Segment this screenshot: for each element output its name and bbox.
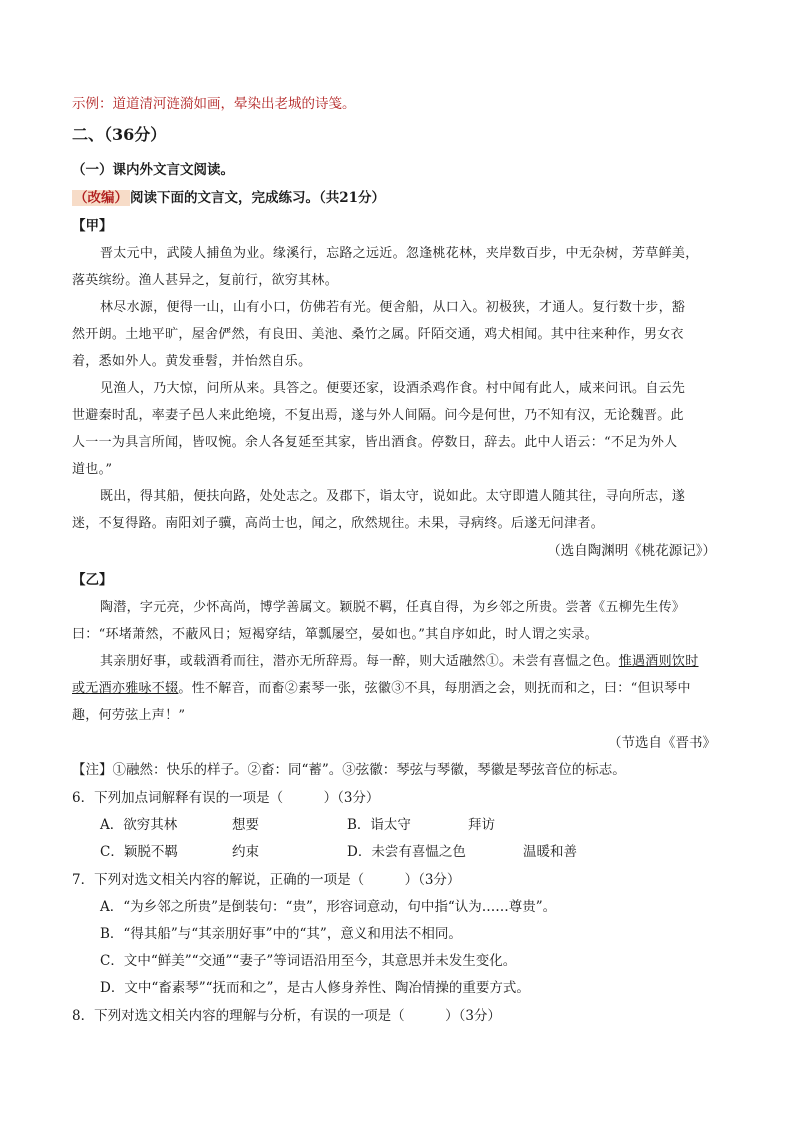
underlined-sentence: 或无酒亦雅咏不辍 [72,681,179,696]
example-line: 示例：道道清河涟漪如画，晕染出老城的诗笺。 [72,96,356,112]
passage-a-label: 【甲】 [72,218,113,234]
q6-option-a: A．欲穷其林 [100,817,178,833]
section-title: 二、（36分） [72,125,167,144]
passage-b-text: 其亲朋好事，或载酒肴而往，潜亦无所辞焉。每一醉，则大适融然①。未尝有喜愠之色。 [100,654,619,669]
q7-option-a: A．“为乡邻之所贵”是倒装句：“贵”，形容词意动，句中指“认为……尊贵”。 [100,899,557,915]
subsection-title: （一）课内外文言文阅读。 [72,162,234,178]
passage-b-line [72,679,691,699]
q7-option-b: B．“得其船”与“其亲朋好事”中的“其”，意义和用法不相同。 [100,926,462,942]
q6-option-c-meaning: 约束 [232,844,259,860]
q6-option-a-meaning: 想要 [232,817,259,833]
instruction [72,188,385,208]
passage-b-source: （节选自《晋书》 [608,735,716,751]
passage-a-line: 落英缤纷。渔人甚异之，复前行，欲穷其林。 [72,273,339,288]
passage-a-source: （选自陶渊明《桃花源记》） [547,543,716,559]
q7-option-c: C．文中“鲜美”“交通”“妻子”等词语沿用至今，其意思并未发生变化。 [100,953,517,969]
passage-a-line: 然开朗。土地平旷，屋舍俨然，有良田、美池、桑竹之属。阡陌交通，鸡犬相闻。其中往来种作，男女衣 [72,327,684,342]
underlined-sentence: 惟遇酒则饮时 [618,654,699,669]
q6-option-d-meaning: 温暖和善 [523,844,577,860]
passage-a-line: 着，悉如外人。黄发垂髫，并怡然自乐。 [72,354,312,369]
passage-a-line: 人一一为具言所闻，皆叹惋。余人各复延至其家，皆出酒食。停数日，辞去。此中人语云：“不足为外人 [72,435,678,450]
question-8-stem: 8．下列对选文相关内容的理解与分析，有误的一项是（ ）（3分） [72,1008,501,1024]
passage-b-line: 趣，何劳弦上声！” [72,708,186,723]
passage-a-line: 道也。” [72,462,113,477]
annotation-note: 【注】①融然：快乐的样子。②畜：同“蓄”。③弦徽：琴弦与琴徽，琴徽是琴弦音位的标志。 [72,762,626,778]
passage-a-line: 林尽水源，便得一山，山有小口，仿佛若有光。便舍船，从口入。初极狭，才通人。复行数十步，豁 [100,300,686,315]
q6-option-b-meaning: 拜访 [468,817,495,833]
adapted-tag: （改编） [74,190,128,206]
q6-option-c: C．颖脱不羁 [100,844,178,860]
passage-a-line: 世避秦时乱，率妻子邑人来此绝境，不复出焉，遂与外人间隔。问今是何世，乃不知有汉，无论魏晋。此 [72,408,684,423]
instruction-text: 阅读下面的文言文，完成练习。（共21分） [130,190,386,206]
passage-a-line: 迷，不复得路。南阳刘子骥，高尚士也，闻之，欣然规往。未果，寻病终。后遂无问津者。 [72,516,605,531]
passage-b-line [100,652,699,672]
q7-option-d: D．文中“畜素琴”“抚而和之”，是古人修身养性、陶冶情操的重要方式。 [100,980,530,996]
passage-a-line: 晋太元中，武陵人捕鱼为业。缘溪行，忘路之远近。忽逢桃花林，夹岸数百步，中无杂树，芳草鲜美， [100,246,699,261]
passage-a-line: 见渔人，乃大惊，问所从来。具答之。便要还家，设酒杀鸡作食。村中闻有此人，咸来问讯。自云先 [100,381,686,396]
question-7-stem: 7．下列对选文相关内容的解说，正确的一项是（ ）（3分） [72,872,461,888]
passage-a-line: 既出，得其船，便扶向路，处处志之。及郡下，诣太守，说如此。太守即遣人随其往，寻向所志，遂 [100,489,686,504]
question-6-stem: 6．下列加点词解释有误的一项是（ ）（3分） [72,790,380,806]
q6-option-d: D．未尝有喜愠之色 [347,844,466,860]
passage-b-text: 。性不解音，而畜②素琴一张，弦徽③不具，每朋酒之会，则抚而和之，曰：“但识琴中 [178,681,691,696]
passage-b-line: 陶潜，字元亮，少怀高尚，博学善属文。颖脱不羁，任真自得，为乡邻之所贵。尝著《五柳先生传》 [100,600,686,615]
q6-option-b: B．诣太守 [347,817,411,833]
passage-b-label: 【乙】 [72,572,113,588]
passage-b-line: 曰：“环堵萧然，不蔽风日；短褐穿结，箪瓢屡空，晏如也。”其自序如此，时人谓之实录。 [72,627,599,642]
